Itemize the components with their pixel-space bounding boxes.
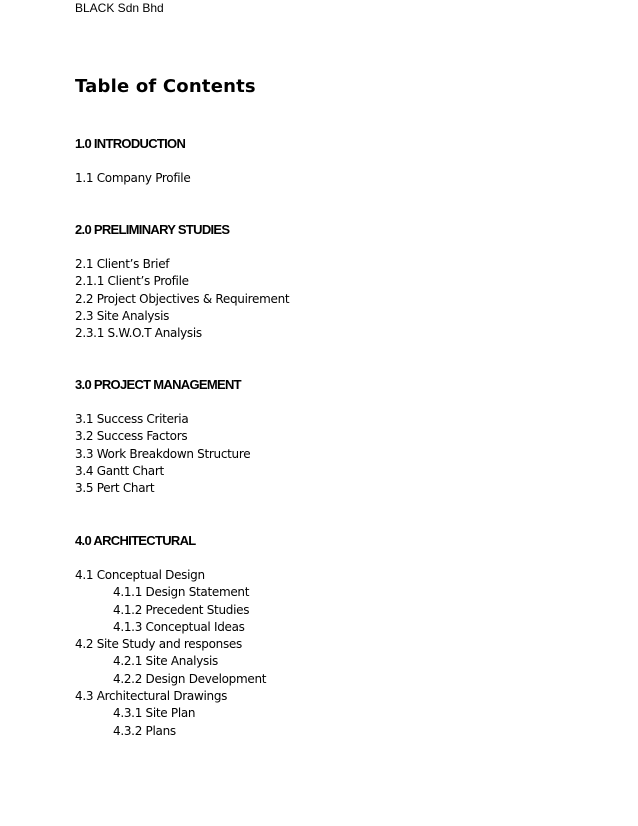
toc-item: 4.2 Site Study and responses <box>75 637 242 652</box>
toc-item: 2.2 Project Objectives & Requirement <box>75 291 290 306</box>
toc-item: 2.3 Site Analysis <box>75 308 170 323</box>
toc-item: 3.3 Work Breakdown Structure <box>75 446 251 461</box>
toc-item: 3.2 Success Factors <box>75 429 188 444</box>
toc-subitem: 4.2.2 Design Development <box>113 671 267 686</box>
toc-item: 1.1 Company Profile <box>75 171 191 185</box>
toc-subitem: 4.2.1 Site Analysis <box>113 654 218 669</box>
toc-item: 2.1.1 Client’s Profile <box>75 274 189 289</box>
section-list-introduction <box>75 170 190 187</box>
section-list-preliminary-studies <box>75 256 289 342</box>
toc-title: Table of Contents <box>75 76 256 97</box>
toc-subitem: 4.3.2 Plans <box>113 723 176 738</box>
section-heading-introduction: 1.0 INTRODUCTION <box>75 136 186 151</box>
section-list-architectural <box>75 567 266 740</box>
section-heading-preliminary-studies: 2.0 PRELIMINARY STUDIES <box>75 222 230 237</box>
section-list-project-management <box>75 411 250 497</box>
toc-item: 4.1 Conceptual Design <box>75 568 205 582</box>
toc-subitem: 4.1.3 Conceptual Ideas <box>113 619 245 634</box>
toc-subitem: 4.1.2 Precedent Studies <box>113 602 250 617</box>
toc-item: 3.5 Pert Chart <box>75 481 155 496</box>
toc-item: 2.1 Client’s Brief <box>75 257 170 271</box>
toc-subitem: 4.3.1 Site Plan <box>113 706 196 721</box>
toc-item: 4.3 Architectural Drawings <box>75 689 228 704</box>
page-header-company: BLACK Sdn Bhd <box>75 1 164 15</box>
toc-item: 3.4 Gantt Chart <box>75 463 164 478</box>
toc-item: 2.3.1 S.W.O.T Analysis <box>75 326 202 341</box>
section-heading-architectural: 4.0 ARCHITECTURAL <box>75 533 196 548</box>
toc-item: 3.1 Success Criteria <box>75 412 189 426</box>
toc-subitem: 4.1.1 Design Statement <box>113 585 250 600</box>
section-heading-project-management: 3.0 PROJECT MANAGEMENT <box>75 377 241 392</box>
